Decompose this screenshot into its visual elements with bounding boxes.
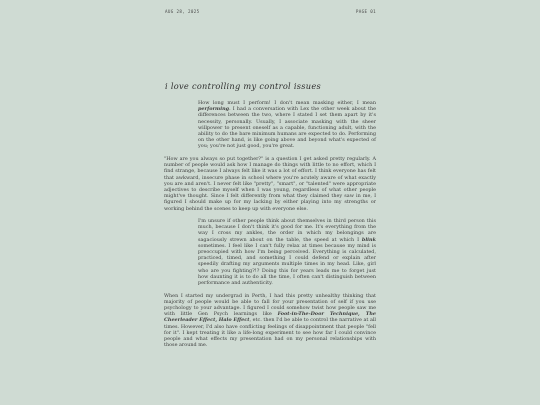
paragraph-3-text-b: sometimes. I feel like I can't fully relax at times because my mind is preoccupied with how I'm being perceived. Everything is calculated, practiced, timed, and something I could defend or explain after speedily drafting my arguments multiple times in my head. Like, girl who are you fighting?!? Doing this for years leads me to forget just how daunting it is to do all the time, I often can't distinguish between performance and authenticity. <box>198 242 376 287</box>
paragraph-1-emphasis: performing <box>198 106 230 113</box>
paragraph-1-text-a: How long must I perform! I don't mean masking either, I mean <box>198 100 376 106</box>
paragraph-3-text-a: I'm unsure if other people think about themselves in third person this much, because I don't think it's good for me. It's everything from the way I cross my ankles, the order in which my belongings are sagaciously strewn about on the table, the speed at which I <box>198 218 376 243</box>
article-body <box>164 100 376 355</box>
page-header <box>165 9 376 14</box>
page-title: i love controlling my control issues <box>165 81 322 91</box>
paragraph-1 <box>198 100 376 150</box>
date-label: AUG 28, 2025 <box>165 9 200 14</box>
paragraph-1-text-b: . I had a conversation with Lex the other week about the differences between the two, where I stated I set them apart by it's necessity, personally. Usually, I associate masking with the sheer willpower to present oneself as a capable, functioning adult, with the ability to do the bare minimum humans are expected to do. Performing on the other hand, is like going above and beyond what's expected of you; you're not just good, you're great. <box>198 106 376 150</box>
paragraph-4-text-a: When I started my undergrad in Perth, I had this pretty unhealthy thinking that majority of people would be able to fall for your presentation of self if you use psychology to your advantage. I figured I could somehow twist how people saw me with little Gen Psych learnings like <box>164 292 376 318</box>
paragraph-2: "How are you always so put together?" is a question I get asked pretty regularly. A number of people would ask how I manage do things with little to no effort, which I find strange, because I always felt like it was a lot of effort. I think everyone has felt that awkward, insecure phase in school where you're acutely aware of what exactly you are and aren't. I never felt like "pretty", "smart", or "talented" were appropriate adjectives to describe myself when I was young, regardless of what other people might've thought. Since I felt differently from what they claimed they saw in me, I figured I should make up for my lacking by either playing into my strengths or working behind the scenes to keep up with everyone else. <box>164 155 376 212</box>
paragraph-4 <box>164 293 376 349</box>
paragraph-3 <box>198 218 376 286</box>
paragraph-4-text-b: , etc. then I'd be able to control the narrative at all times. However, I'd also have conflicting feelings of disappointment that people "fell for it". I kept treating it like a life-long experiment to see how far I could convince people and what effects my presentation had on my personal relationships with those around me. <box>164 317 376 349</box>
paragraph-3-emphasis: blink <box>361 236 376 243</box>
page-number: PAGE 01 <box>355 9 376 14</box>
paragraph-4-emphasis: Foot-in-The-Door Technique, The Cheerleader Effect, Halo Effect <box>164 311 377 324</box>
